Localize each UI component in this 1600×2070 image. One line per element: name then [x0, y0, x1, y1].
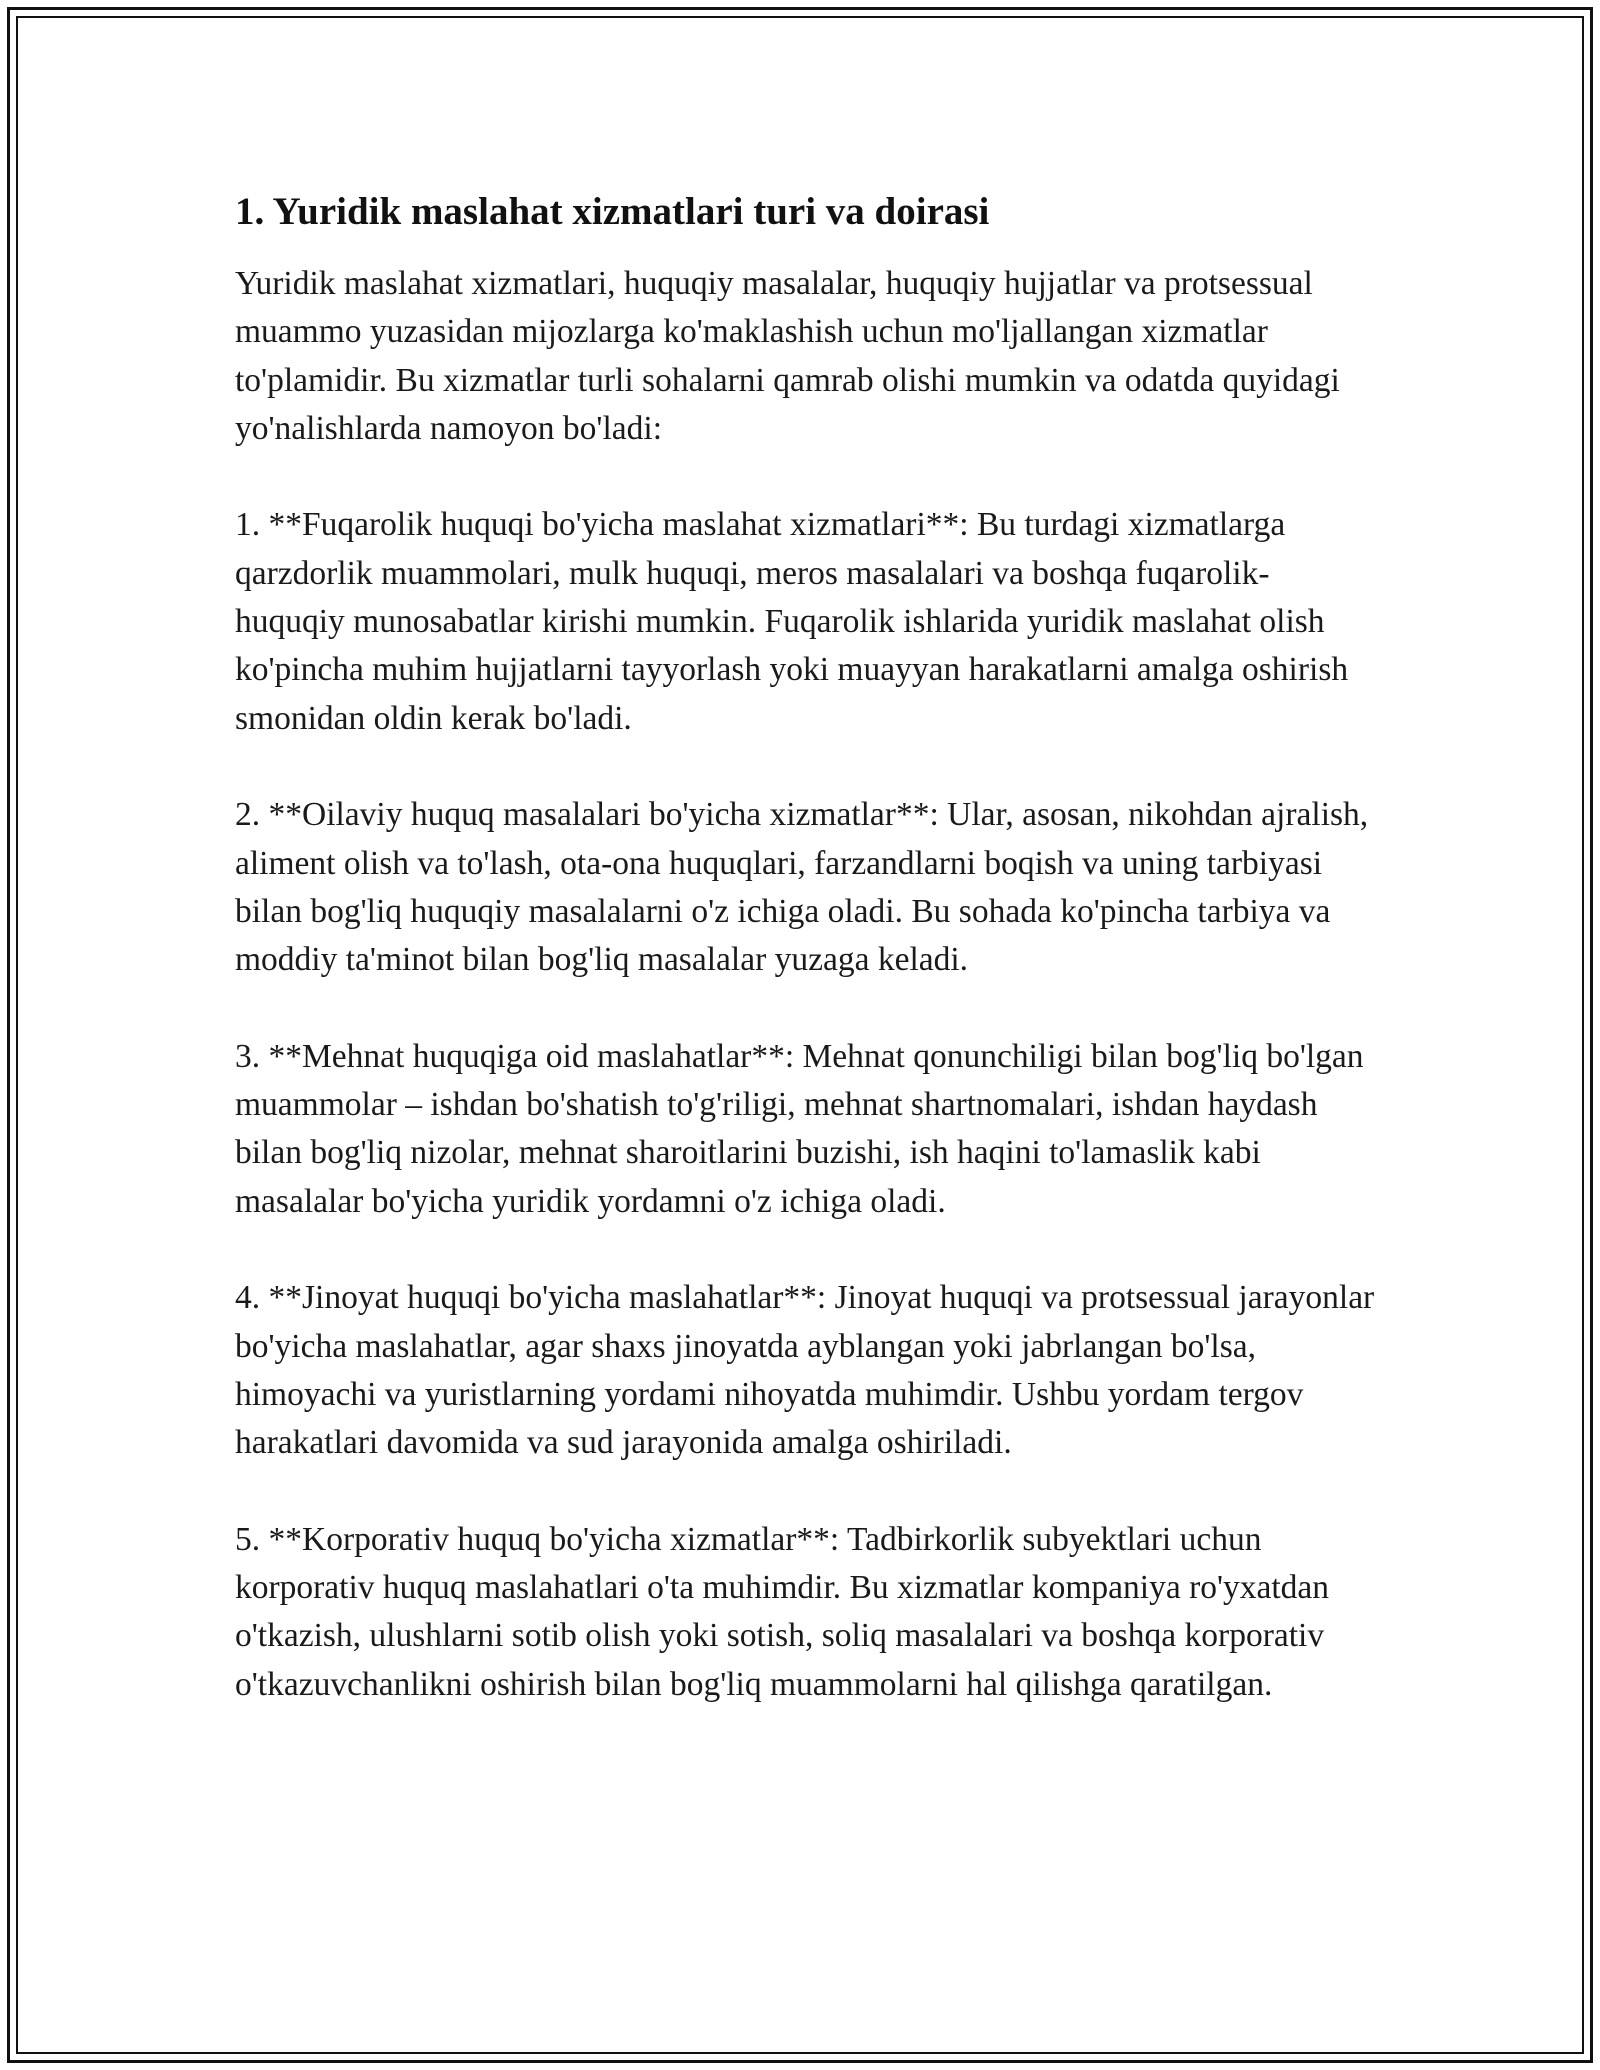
document-body: [235, 186, 1375, 1757]
intro-paragraph: Yuridik maslahat xizmatlari, huquqiy masalalar, huquqiy hujjatlar va protsessual muammo yuzasidan mijozlarga ko'maklashish uchun mo'ljallangan xizmatlar to'plamidir. Bu xizmatlar turli sohalarni qamrab olishi mumkin va odatda quyidagi yo'nalishlarda namoyon bo'ladi:: [235, 265, 1340, 447]
list-item-civil-law: 1. **Fuqarolik huquqi bo'yicha maslahat xizmatlari**: Bu turdagi xizmatlarga qarzdorlik muammolari, mulk huquqi, meros masalalari va boshqa fuqarolik-huquqiy munosabatlar kirishi mumkin. Fuqarolik ishlarida yuridik maslahat olish ko'pincha muhim hujjatlarni tayyorlash yoki muayyan harakatlarni amalga oshirish smonidan oldin kerak bo'ladi.: [235, 506, 1349, 737]
section-heading: 1. Yuridik maslahat xizmatlari turi va doirasi: [235, 190, 990, 233]
list-item-family-law: 2. **Oilaviy huquq masalalari bo'yicha xizmatlar**: Ular, asosan, nikohdan ajralish, aliment olish va to'lash, ota-ona huquqlari, farzandlarni boqish va uning tarbiyasi bilan bog'liq huquqiy masalalarni o'z ichiga oladi. Bu sohada ko'pincha tarbiya va moddiy ta'minot bilan bog'liq masalalar yuzaga keladi.: [235, 796, 1369, 979]
list-item-criminal-law: 4. **Jinoyat huquqi bo'yicha maslahatlar**: Jinoyat huquqi va protsessual jarayonlar bo'yicha maslahatlar, agar shaxs jinoyatda ayblangan yoki jabrlangan bo'lsa, himoyachi va yuristlarning yordami nihoyatda muhimdir. Ushbu yordam tergov harakatlari davomida va sud jarayonida amalga oshiriladi.: [235, 1279, 1375, 1462]
list-item-labor-law: 3. **Mehnat huquqiga oid maslahatlar**: Mehnat qonunchiligi bilan bog'liq bo'lgan muammolar – ishdan bo'shatish to'g'riligi, mehnat shartnomalari, ishdan haydash bilan bog'liq nizolar, mehnat sharoitlarini buzishi, ish haqini to'lamaslik kabi masalalar bo'yicha yuridik yordamni o'z ichiga oladi.: [235, 1037, 1364, 1220]
list-item-corporate-law: 5. **Korporativ huquq bo'yicha xizmatlar**: Tadbirkorlik subyektlari uchun korporativ huquq maslahatlari o'ta muhimdir. Bu xizmatlar kompaniya ro'yxatdan o'tkazish, ulushlarni sotib olish yoki sotish, soliq masalalari va boshqa korporativ o'tkazuvchanlikni oshirish bilan bog'liq muammolarni hal qilishga qaratilgan.: [235, 1520, 1330, 1703]
